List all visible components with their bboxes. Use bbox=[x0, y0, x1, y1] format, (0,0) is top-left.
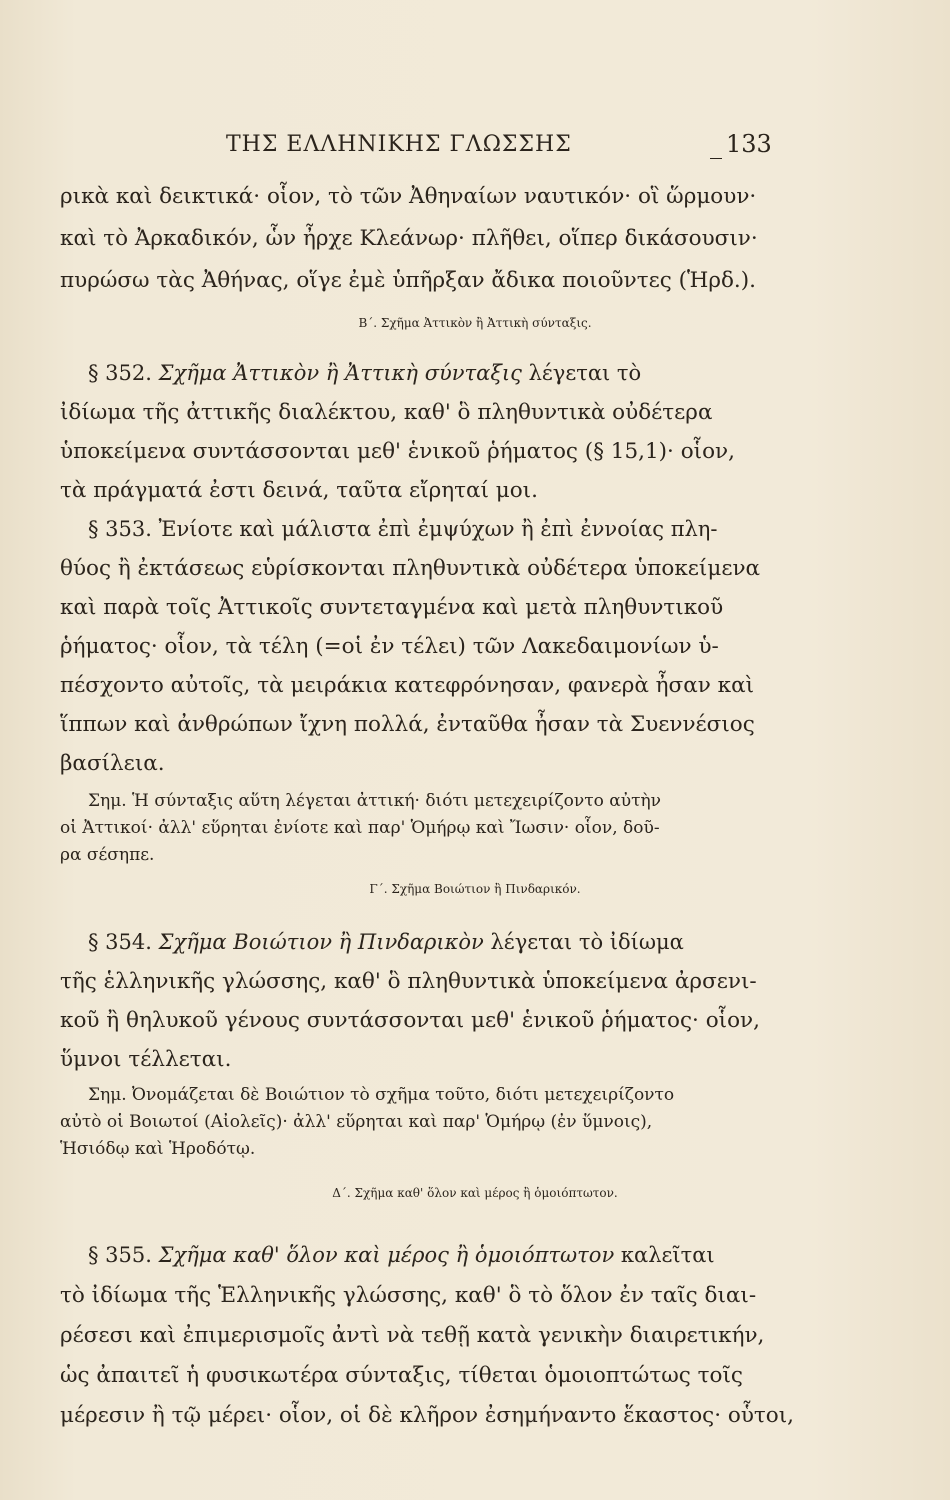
text-line: τὸ ἰδίωμα τῆς Ἑλληνικῆς γλώσσης, καθ' ὃ τὸ ὅλον ἐν ταῖς διαι- bbox=[60, 1283, 757, 1308]
note-line: ρα σέσηπε. bbox=[60, 845, 155, 865]
section-heading: Δ΄. Σχῆμα καθ' ὅλον καὶ μέρος ἢ ὁμοιόπτωτον. bbox=[332, 1186, 618, 1200]
text-line: βασίλεια. bbox=[60, 751, 165, 776]
text-line: θύος ἢ ἐκτάσεως εὑρίσκονται πληθυντικὰ οὐδέτερα ὑποκείμενα bbox=[60, 556, 761, 581]
text-line: ὑποκείμενα συντάσσονται μεθ' ἑνικοῦ ῥήματος (§ 15,1)· οἷον, bbox=[60, 439, 735, 464]
paragraph-number: § 355. bbox=[88, 1243, 152, 1267]
note-line: Ἡσιόδῳ καὶ Ἡροδότῳ. bbox=[60, 1139, 256, 1159]
text-line: τῆς ἑλληνικῆς γλώσσης, καθ' ὃ πληθυντικὰ ὑποκείμενα ἀρσενι- bbox=[60, 969, 757, 994]
text-line: § 353. Ἐνίοτε καὶ μάλιστα ἐπὶ ἐμψύχων ἢ ἐπὶ ἐννοίας πλη- bbox=[88, 517, 718, 541]
text-line: πυρώσω τὰς Ἀθήνας, οἵγε ἐμὲ ὑπῆρξαν ἄδικα ποιοῦντες (Ἡρδ.). bbox=[60, 268, 756, 293]
note-line: οἱ Ἀττικοί· ἀλλ' εὕρηται ἐνίοτε καὶ παρ' Ὁμήρῳ καὶ Ἴωσιν· οἷον, δοῦ- bbox=[60, 818, 660, 838]
text-line: ὡς ἀπαιτεῖ ἡ φυσικωτέρα σύνταξις, τίθεται ὁμοιοπτώτως τοῖς bbox=[60, 1363, 743, 1388]
text-fragment: λέγεται τὸ ἰδίωμα bbox=[490, 930, 684, 954]
text-line: ὕμνοι τέλλεται. bbox=[60, 1047, 232, 1072]
paragraph-number: § 354. bbox=[88, 930, 152, 954]
page-number: 133 bbox=[726, 130, 772, 158]
page-header bbox=[0, 128, 950, 168]
text-line: κοῦ ἢ θηλυκοῦ γένους συντάσσονται μεθ' ἑνικοῦ ῥήματος· οἷον, bbox=[60, 1008, 760, 1033]
section-heading: Γ΄. Σχῆμα Βοιώτιον ἢ Πινδαρικόν. bbox=[369, 882, 581, 896]
note-line: αὐτὸ οἱ Βοιωτοί (Αἰολεῖς)· ἀλλ' εὕρηται καὶ παρ' Ὁμήρῳ (ἐν ὕμνοις), bbox=[60, 1112, 653, 1132]
note-line: Σημ. Ἡ σύνταξις αὕτη λέγεται ἀττική· διότι μετεχειρίζοντο αὐτὴν bbox=[88, 791, 662, 811]
text-line: ῥήματος· οἷον, τὰ τέλη (=οἱ ἐν τέλει) τῶν Λακεδαιμονίων ὑ- bbox=[60, 634, 719, 659]
text-line: μέρεσιν ἢ τῷ μέρει· οἷον, οἱ δὲ κλῆρον ἐσημήναντο ἕκαστος· οὗτοι, bbox=[60, 1403, 794, 1428]
paragraph-first-line bbox=[88, 932, 684, 953]
text-line: ἰδίωμα τῆς ἀττικῆς διαλέκτου, καθ' ὃ πληθυντικὰ οὐδέτερα bbox=[60, 400, 713, 425]
defined-term: Σχῆμα Βοιώτιον ἢ Πινδαρικὸν bbox=[158, 930, 484, 954]
defined-term: Σχῆμα Ἀττικὸν ἢ Ἀττικὴ σύνταξις bbox=[158, 361, 522, 385]
text-fragment: καλεῖται bbox=[620, 1243, 715, 1267]
text-line: ρέσεσι καὶ ἐπιμερισμοῖς ἀντὶ νὰ τεθῇ κατὰ γενικὴν διαιρετικήν, bbox=[60, 1323, 765, 1348]
section-heading: Β΄. Σχῆμα Ἀττικὸν ἢ Ἀττικὴ σύνταξις. bbox=[358, 316, 592, 330]
text-line: καὶ τὸ Ἀρκαδικόν, ὧν ἦρχε Κλεάνωρ· πλῆθει, οἵπερ δικάσουσιν· bbox=[60, 226, 758, 251]
text-line: ρικὰ καὶ δεικτικά· οἷον, τὸ τῶν Ἀθηναίων ναυτικόν· οἳ ὥρμουν· bbox=[60, 184, 757, 209]
paragraph-first-line bbox=[88, 363, 641, 384]
running-title: ΤΗΣ ΕΛΛΗΝΙΚΗΣ ΓΛΩΣΣΗΣ bbox=[226, 132, 572, 157]
defined-term: Σχῆμα καθ' ὅλον καὶ μέρος ἢ ὁμοιόπτωτον bbox=[158, 1243, 615, 1267]
paragraph-first-line bbox=[88, 1245, 715, 1266]
text-line: καὶ παρὰ τοῖς Ἀττικοῖς συντεταγμένα καὶ μετὰ πληθυντικοῦ bbox=[60, 595, 724, 620]
paragraph-number: § 352. bbox=[88, 361, 152, 385]
text-line: ἵππων καὶ ἀνθρώπων ἴχνη πολλά, ἐνταῦθα ἦσαν τὰ Συεννέσιος bbox=[60, 712, 755, 737]
text-fragment: λέγεται τὸ bbox=[528, 361, 642, 385]
text-line: πέσχοντο αὐτοῖς, τὰ μειράκια κατεφρόνησαν, φανερὰ ἦσαν καὶ bbox=[60, 673, 755, 698]
text-line: τὰ πράγματά ἐστι δεινά, ταῦτα εἴρηταί μοι. bbox=[60, 478, 538, 503]
note-line: Σημ. Ὀνομάζεται δὲ Βοιώτιον τὸ σχῆμα τοῦτο, διότι μετεχειρίζοντο bbox=[88, 1085, 675, 1105]
